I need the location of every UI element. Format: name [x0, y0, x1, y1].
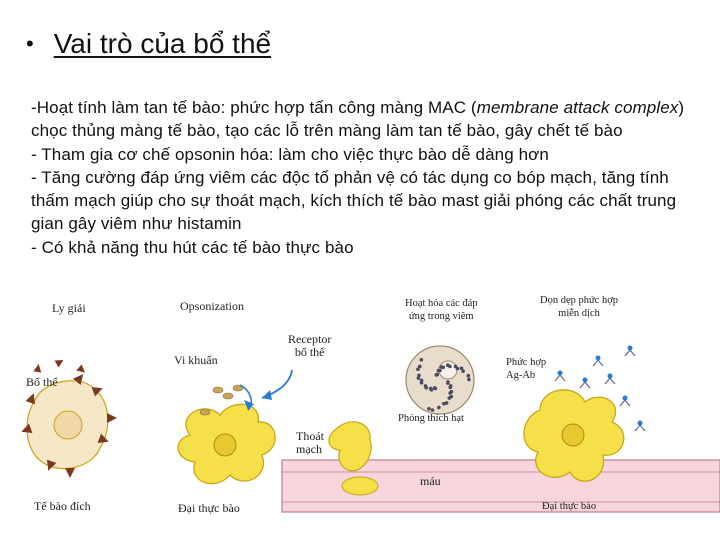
bacterium-mark: [200, 409, 210, 415]
paragraph-opsonin: - Tham gia cơ chế opsonin hóa: làm cho việc thực bào dễ dàng hơn: [31, 144, 549, 164]
antigen-mark: [623, 396, 628, 401]
label-thoat-mach: Thoát mạch: [296, 429, 324, 456]
granule-mark: [456, 367, 460, 371]
label-mau: máu: [420, 474, 441, 488]
granule-mark: [418, 365, 422, 369]
label-phong-thich-hat: Phóng thích hạt: [398, 413, 464, 424]
label-dai-thuc-bao-1: Đại thực bào: [178, 501, 240, 515]
label-vi-khuan: Vi khuẩn: [174, 353, 218, 367]
granule-mark: [448, 386, 452, 390]
granule-mark: [467, 378, 471, 382]
granule-mark: [448, 391, 452, 395]
complement-protein-mark: [65, 468, 75, 478]
title-bullet: •: [26, 31, 34, 56]
granule-mark: [420, 379, 424, 383]
granule-mark: [420, 358, 424, 362]
bacterium-mark: [213, 387, 223, 393]
slide-title: Vai trò của bổ thể: [53, 28, 272, 59]
label-bo-the: Bổ thể: [26, 375, 58, 389]
antibody-mark: [605, 378, 615, 384]
title-row: [26, 26, 271, 62]
label-ly-giai: Ly giải: [52, 301, 86, 315]
bacterium-mark: [223, 393, 233, 399]
granule-mark: [424, 384, 428, 388]
complement-protein-mark: [107, 413, 117, 423]
granule-mark: [442, 402, 446, 406]
granule-mark: [448, 365, 452, 369]
granule-mark: [429, 387, 433, 391]
label-phuc-hop: Phức hợp Ag-Ab: [506, 357, 547, 381]
label-opsonization: Opsonization: [180, 299, 244, 313]
granule-mark: [438, 369, 442, 373]
antigen-mark: [596, 356, 601, 361]
label-dai-thuc-bao-2: Đại thực bào: [542, 501, 597, 512]
granule-mark: [441, 366, 445, 370]
paragraph-inflammation: - Tăng cường đáp ứng viêm các độc tố phản vệ có tác dụng co bóp mạch, tăng tính thấm mạch giúp cho sự thoát mạch, kích thích tế bào mast giải phóng các chất trung gian gây viêm như histamin: [31, 167, 677, 234]
antigen-mark: [638, 421, 643, 426]
paragraph-lysis-italic: membrane attack complex: [476, 98, 679, 117]
antigen-mark: [628, 346, 633, 351]
label-receptor: Receptor bổ thể: [288, 332, 332, 359]
granule-mark: [427, 407, 431, 411]
complement-protein-mark: [76, 364, 87, 375]
antibody-mark: [555, 375, 565, 381]
granule-mark: [447, 396, 451, 400]
paragraph-chemotaxis: - Có khả năng thu hút các tế bào thực bào: [31, 237, 354, 257]
antigen-mark: [608, 374, 613, 379]
complement-marks: [33, 357, 87, 376]
antigen-mark: [558, 371, 563, 376]
antibody-mark: [593, 360, 603, 366]
antibody-mark: [580, 382, 590, 388]
antibody-mark: [625, 350, 635, 356]
granule-mark: [467, 374, 471, 378]
paragraph-lysis-pre: -Hoạt tính làm tan tế bào: phức hợp tấn công màng MAC (: [31, 98, 477, 117]
label-don-dep: Dọn dẹp phức hợp miễn dịch: [540, 295, 619, 319]
granule-mark: [417, 374, 421, 378]
granule-mark: [435, 373, 439, 377]
granule-mark: [446, 381, 450, 385]
antibody-mark: [620, 400, 630, 406]
antigen-mark: [583, 378, 588, 383]
granule-mark: [433, 386, 437, 390]
label-hoat-hoa: Hoạt hóa các đáp ứng trong viêm: [405, 298, 478, 322]
mast-cell: [406, 346, 474, 414]
paragraph-lysis: [31, 96, 701, 143]
blood-vessel: [282, 422, 720, 512]
complement-protein-mark: [33, 363, 42, 372]
antibody-mark: [635, 425, 645, 431]
label-te-bao-dich: Tế bào đích: [34, 499, 91, 513]
slide-body: [31, 96, 701, 259]
complement-functions-illustration: [0, 290, 720, 540]
illustration-svg: [0, 290, 720, 540]
complement-protein-mark: [55, 357, 66, 368]
granule-mark: [437, 406, 441, 410]
macrophage-opsonization: [178, 404, 275, 483]
paragraph-lysis-post: ) chọc thủng màng tế bào, tạo các lỗ trên màng làm tan tế bào, gây chết tế bào: [31, 98, 685, 141]
granule-mark: [461, 369, 465, 373]
